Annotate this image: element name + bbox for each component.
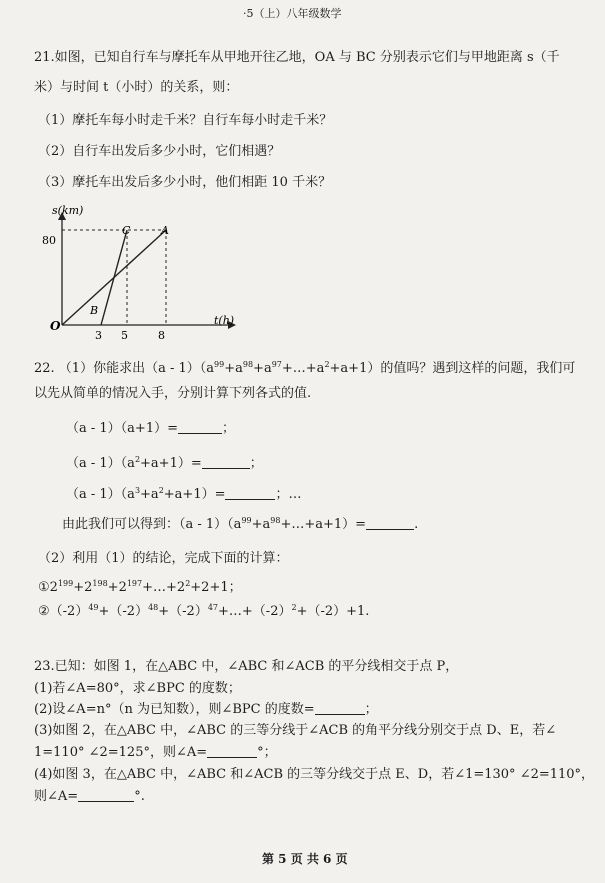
q22-expr2: $(a - 1)(a^2+a+1)=$ ； [66,455,263,471]
answer-blank [202,456,250,469]
x-tick-8: 8 [158,329,165,340]
q22-expr1: （a - 1）（a+1）= ； [66,421,236,436]
answer-blank [225,487,275,500]
q21-sub2: （2）自行车出发后多少小时，它们相遇？ [38,144,281,159]
distance-time-graph [30,200,260,340]
q21-line2: 米）与时间 t（小时）的关系，则： [34,80,239,95]
q22-part2: （2）利用（1）的结论，完成下面的计算： [38,551,289,566]
q21-line1: 21.如图，已知自行车与摩托车从甲地开往乙地，OA 与 BC 分别表示它们与甲地距离 s（千 [34,50,560,65]
series-line-bc [101,230,127,325]
q21-sub3: （3）摩托车出发后多少小时，他们相距 10 千米？ [38,175,332,190]
q23-line1: 23.已知：如图 1，在△ABC 中，∠ABC 和∠ACB 的平分线相交于点 P， [34,659,459,674]
q22-calc2: $②(-2)^{49}+(-2)^{48}+(-2)^{47}+\dots+(-2)^2+(-2)+1$. [38,603,370,619]
point-label-c: C [122,224,131,237]
y-tick-80: 80 [42,234,56,247]
answer-blank [366,517,414,530]
x-tick-5: 5 [121,329,128,340]
x-tick-3: 3 [95,329,102,340]
q22-expr3: $(a - 1)(a^3+a^2+a+1)=$ ；… [66,486,302,502]
answer-blank [207,745,257,758]
q22-calc1: $①2^{199}+2^{198}+2^{197}+\dots+2^2+2+1$； [38,579,242,595]
y-axis-label: s(km) [52,204,84,217]
q23-line5: 1=110° ∠2=125°，则∠A= °； [34,745,277,760]
point-label-a: A [161,224,169,237]
page-header: ·5（上）八年级数学 [243,7,342,20]
answer-blank [78,789,134,802]
point-label-b: B [90,304,99,317]
x-axis-label: t(h) [214,314,235,327]
q22-line2: 以先从简单的情况入手，分别计算下列各式的值. [34,386,312,401]
q23-line4: (3)如图 2，在△ABC 中，∠ABC 的三等分线于∠ACB 的角平分线分别交于点 D、E，若∠ [34,723,557,738]
q23-line3: (2)设∠A=n°（n 为已知数），则∠BPC 的度数= ； [34,702,378,717]
answer-blank [315,702,365,715]
answer-blank [178,421,222,434]
q21-sub1: （1）摩托车每小时走千米？自行车每小时走千米？ [38,113,333,128]
origin-label: O [50,319,61,333]
q22-intro: 22. （1）你能求出$(a - 1)(a^{99}+a^{98}+a^{97}+\dots+a^2+a+1)$的值吗？遇到这样的问题，我们可 [34,360,576,376]
graph-lines [62,230,166,325]
page-footer: 第 5 页 共 6 页 [262,852,348,866]
q23-line7: 则∠A= °. [34,789,145,804]
q23-line2: (1)若∠A=80°，求∠BPC 的度数； [34,681,241,696]
q23-line6: (4)如图 3，在△ABC 中，∠ABC 和∠ACB 的三等分线交于点 E、D，若∠1=130° ∠2=110°， [34,767,595,782]
q22-conclusion: 由此我们可以得到：$(a - 1)(a^{99}+a^{98}+\dots+a+1)=$ . [62,516,419,532]
